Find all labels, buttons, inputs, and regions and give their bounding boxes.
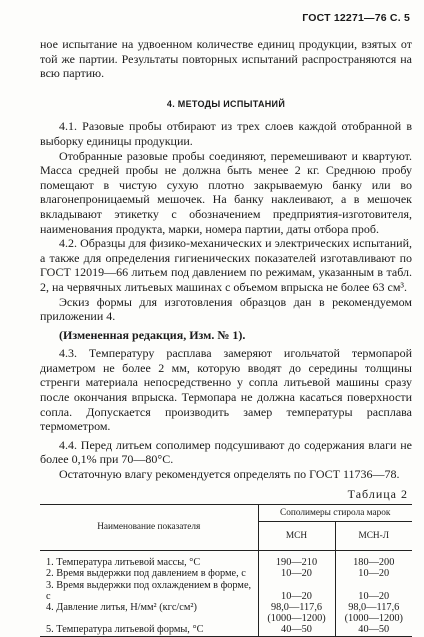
table-row <box>40 602 412 624</box>
row-value-msn-l: 10—20 <box>358 568 390 580</box>
body-text <box>40 37 412 637</box>
table-header-group: Сополимеры стирола марок <box>258 505 412 522</box>
row-value-msn-l: 180—200 <box>353 557 395 569</box>
paragraph-4-1: 4.1. Разовые пробы отбирают из трех слоев каждой отобранной в выборку единицы продукции. <box>40 119 412 148</box>
table-header-msn: МСН <box>258 522 335 551</box>
paragraph-4-4: 4.4. Перед литьем сополимер подсушивают до содержания влаги не более 0,1% при 70—80°С. <box>40 437 412 467</box>
amendment-note: (Измененная редакция, Изм. № 1). <box>59 327 246 342</box>
row-name: 2. Время выдержки под давлением в форме, с <box>40 568 258 579</box>
table-row <box>40 557 412 568</box>
row-value-msn: 40—50 <box>258 624 335 636</box>
row-value-msn: 98,0—117,6 (1000—1200) <box>258 602 335 624</box>
paragraph-4-2: 4.2. Образцы для физико-механических и электрических испытаний, а также для определения гигиенических показателей изготавливают по ГОСТ 12019—66 литьем под давлением по режимам, указанным в табл. 2, на червячных литьевых машинах с объемом впрыска не более 63 см³. <box>40 236 412 294</box>
paragraph-4-1-cont: Отобранные разовые пробы соединяют, перемешивают и квартуют. Масса средней пробы не должна быть менее 2 кг. Среднюю пробу помещают в чистую сухую плотно закрываемую банку или во влагонепроницаемый мешочек. На банку наклеивают, а в мешочек вкладывают этикетку с обозначением предприятия-изготовителя, наименования продукта, марки, номера партии, даты отбора проб. <box>40 148 412 236</box>
row-value-msn-l: 10—20 <box>358 590 390 602</box>
intro-paragraph: ное испытание на удвоенном количестве единиц продукции, взятых от той же партии. Результаты повторных испытаний распространяются на всю партию. <box>40 37 412 81</box>
paragraph-4-4-cont: Остаточную влагу рекомендуется определять по ГОСТ 11736—78. <box>59 467 400 482</box>
page-header: ГОСТ 12271—76 С. 5 <box>302 12 410 24</box>
paragraph-4-2-sketch: Эскиз формы для изготовления образцов дан в рекомендуемом приложении 4. <box>40 294 412 324</box>
data-table <box>40 504 412 636</box>
row-value-msn-l: 40—50 <box>335 624 412 636</box>
row-value-msn-l: 98,0—117,6 (1000—1200) <box>344 602 403 625</box>
table-header-name: Наименование показателя <box>40 505 258 551</box>
table-row <box>40 568 412 579</box>
row-name: 5. Температура литьевой формы, °С <box>40 624 258 636</box>
row-name: 4. Давление литья, Н/мм² (кгс/см²) <box>40 602 258 624</box>
table-row <box>40 624 412 636</box>
row-value-msn: 10—20 <box>258 580 335 602</box>
row-value-msn: 10—20 <box>258 568 335 579</box>
table-header-msn-l: МСН-Л <box>335 522 412 551</box>
table-caption: Таблица 2 <box>347 486 408 501</box>
row-value-msn: 190—210 <box>258 557 335 568</box>
table-row <box>40 580 412 602</box>
row-name: 3. Время выдержки под охлаждением в форме, с <box>40 580 258 602</box>
row-name: 1. Температура литьевой массы, °С <box>40 557 258 568</box>
paragraph-4-3: 4.3. Температуру расплава замеряют игольчатой термопарой диаметром не более 2 мм, которую вводят до середины толщины стренги материала непосредственно у сопла литьевой машины сразу после окончания впрыска. Термопара не должна касаться поверхности сопла. Допускается производить замер температуры расплава термометром. <box>40 346 412 434</box>
section-title: 4. МЕТОДЫ ИСПЫТАНИЙ <box>166 98 286 109</box>
